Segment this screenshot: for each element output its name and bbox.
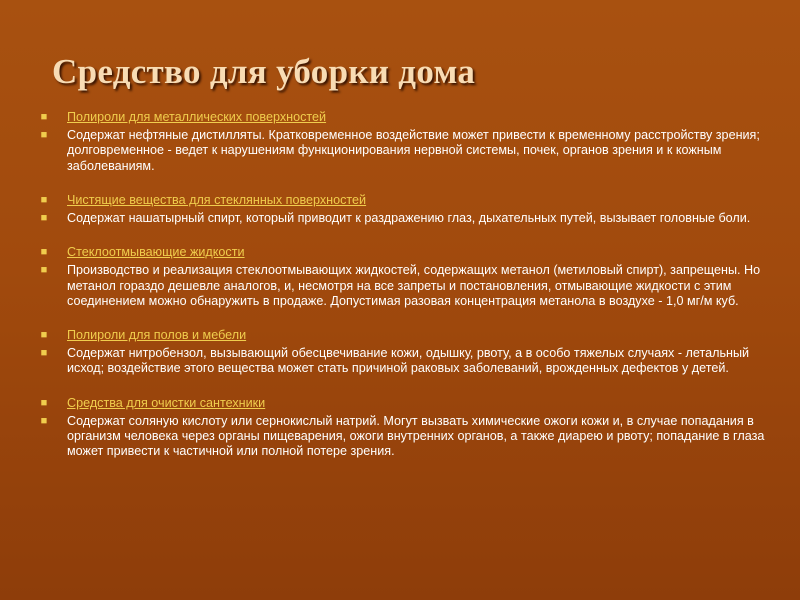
bullet-square-icon: ■: [40, 111, 48, 123]
bullet-square-icon: ■: [40, 329, 48, 342]
section-heading-text: Стеклоотмывающие жидкости: [67, 245, 245, 260]
section-body: [38, 211, 778, 226]
section-body: [38, 263, 778, 309]
section-body: [38, 128, 778, 174]
section-heading-text: Полироли для металлических поверхностей: [67, 110, 327, 124]
section-heading: [38, 328, 778, 343]
bullet-square-icon: ■: [40, 129, 48, 142]
section-heading-text: Полироли для полов и мебели: [67, 328, 247, 343]
section-heading: [38, 193, 778, 208]
section-body-text: Содержат нефтяные дистилляты. Кратковременное воздействие может привести к временному расстройству зрения; долговременное - ведет к нарушениям функционирования нервной системы, почек, органов зрения и к кожным заболеваниям.: [67, 128, 760, 173]
section-heading-text: Чистящие вещества для стеклянных поверхностей: [67, 192, 367, 207]
bullet-square-icon: ■: [40, 396, 48, 409]
section-body-text: Содержат соляную кислоту или сернокислый натрий. Могут вызвать химические ожоги кожи и, в случае попадания в организм человека через органы пищеварения, ожоги внутренних органов, а также диарею и рвоту; попадание в глаза может привести к частичной или полной потере зрения.: [67, 413, 765, 459]
section-body: [38, 346, 778, 376]
slide-title: Средство для уборки дома: [52, 52, 476, 91]
bullet-list: [38, 110, 778, 459]
section-heading: [38, 396, 778, 411]
bullet-square-icon: ■: [40, 212, 48, 225]
section-body: [38, 414, 778, 460]
section-body-text: Содержат нитробензол, вызывающий обесцвечивание кожи, одышку, рвоту, а в особо тяжелых случаях - летальный исход; воздействие этого вещества может стать причиной раковых заболеваний, врожденных дефектов у детей.: [67, 346, 750, 376]
bullet-square-icon: ■: [40, 246, 48, 259]
section-heading: [38, 245, 778, 260]
bullet-square-icon: ■: [40, 414, 48, 427]
section-body-text: Производство и реализация стеклоотмывающих жидкостей, содержащих метанол (метиловый спирт), запрещены. Но метанол гораздо дешевле аналогов, и, несмотря на все запреты и постановления, отмывающие жидкости с этим соединением можно обнаружить в продаже. Допустимая разовая концентрация метанола в воздухе - 1,0 мг/м куб.: [67, 263, 761, 308]
bullet-square-icon: ■: [40, 193, 48, 206]
section-body-text: Содержат нашатырный спирт, который приводит к раздражению глаз, дыхательных путей, вызывает головные боли.: [67, 211, 751, 226]
bullet-square-icon: ■: [40, 264, 48, 277]
bullet-square-icon: ■: [40, 347, 48, 360]
section-heading-text: Средства для очистки сантехники: [67, 395, 266, 410]
section-heading: [38, 110, 778, 125]
